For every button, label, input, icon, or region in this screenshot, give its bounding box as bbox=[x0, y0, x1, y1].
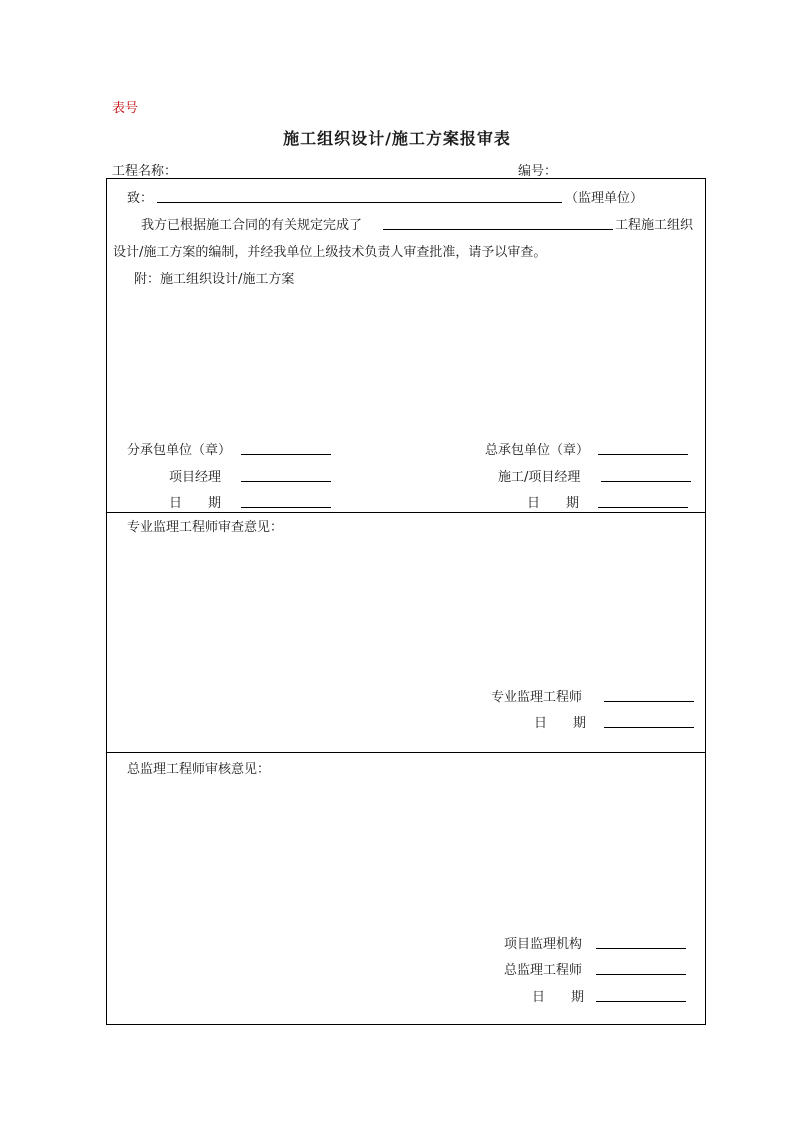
supervisor-unit-field[interactable] bbox=[157, 202, 562, 203]
supervisor-unit-label: （监理单位） bbox=[565, 191, 644, 206]
subcontractor-signature-field[interactable] bbox=[241, 454, 331, 455]
chief-date-field[interactable] bbox=[596, 1001, 686, 1002]
form-code: 表号 bbox=[112, 101, 139, 116]
general-contractor-signature-field[interactable] bbox=[598, 454, 688, 455]
chief-date-label: 日 期 bbox=[532, 990, 585, 1005]
chief-review-heading: 总监理工程师审核意见： bbox=[127, 762, 271, 777]
construction-manager-label: 施工/项目经理 bbox=[498, 470, 581, 485]
specialist-review-heading: 专业监理工程师审查意见： bbox=[127, 520, 284, 535]
sub-date-label: 日 期 bbox=[169, 496, 222, 511]
supervision-org-signature-field[interactable] bbox=[596, 948, 686, 949]
attachment-note: 附：施工组织设计/施工方案 bbox=[134, 272, 295, 287]
section-divider bbox=[107, 512, 705, 513]
approval-form-table bbox=[106, 178, 706, 1025]
gen-date-field[interactable] bbox=[598, 507, 688, 508]
statement-part1: 我方已根据施工合同的有关规定完成了 bbox=[141, 218, 363, 233]
specialist-engineer-signature-field[interactable] bbox=[604, 701, 694, 702]
specialist-engineer-label: 专业监理工程师 bbox=[491, 690, 583, 705]
sub-manager-label: 项目经理 bbox=[169, 470, 222, 485]
subcontractor-label: 分承包单位（章） bbox=[127, 443, 232, 458]
project-name-label: 工程名称： bbox=[112, 164, 178, 179]
gen-date-label: 日 期 bbox=[527, 496, 580, 511]
construction-manager-signature-field[interactable] bbox=[601, 481, 691, 482]
sub-date-field[interactable] bbox=[241, 507, 331, 508]
statement-part2: 工程施工组织 bbox=[615, 218, 694, 233]
form-number-label: 编号： bbox=[518, 164, 558, 179]
supervision-org-label: 项目监理机构 bbox=[504, 937, 583, 952]
to-label: 致： bbox=[127, 191, 154, 206]
page-title: 施工组织设计/施工方案报审表 bbox=[283, 129, 511, 148]
specialist-date-label: 日 期 bbox=[534, 716, 587, 731]
general-contractor-label: 总承包单位（章） bbox=[485, 443, 590, 458]
statement-line2: 设计/施工方案的编制，并经我单位上级技术负责人审查批准，请予以审查。 bbox=[113, 245, 547, 260]
project-title-field[interactable] bbox=[383, 229, 613, 230]
chief-engineer-label: 总监理工程师 bbox=[504, 963, 583, 978]
chief-engineer-signature-field[interactable] bbox=[596, 974, 686, 975]
section-divider bbox=[107, 752, 705, 753]
sub-manager-signature-field[interactable] bbox=[241, 481, 331, 482]
specialist-date-field[interactable] bbox=[604, 727, 694, 728]
